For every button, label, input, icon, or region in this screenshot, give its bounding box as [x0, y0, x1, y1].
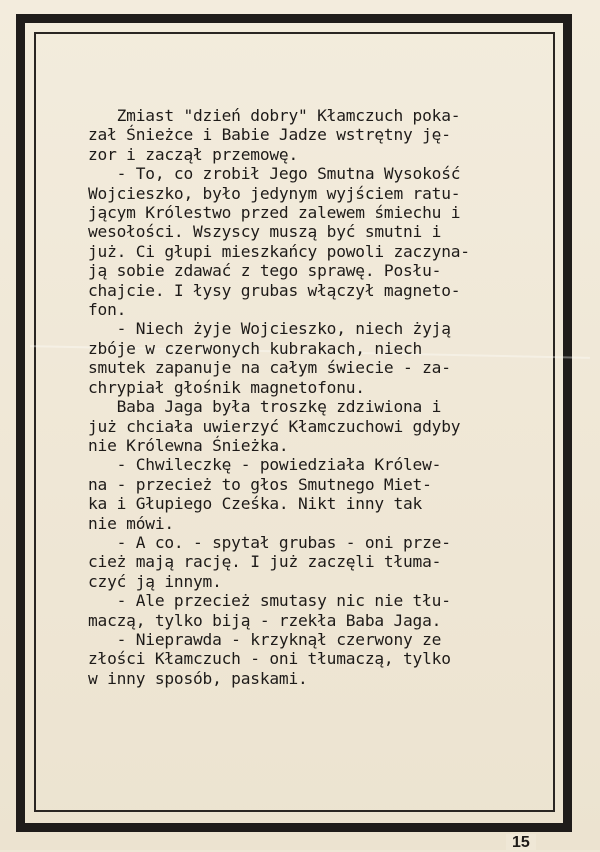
- text-line: maczą, tylko biją - rzekła Baba Jaga.: [88, 610, 442, 630]
- text-line: już chciała uwierzyć Kłamczuchowi gdyby: [88, 416, 461, 436]
- text-line: cież mają rację. I już zaczęli tłuma-: [88, 552, 442, 572]
- text-line: ka i Głupiego Cześka. Nikt inny tak: [88, 494, 423, 514]
- text-line: ją sobie zdawać z tego sprawę. Posłu-: [88, 261, 442, 281]
- text-line: Baba Jaga była troszkę zdziwiona i: [88, 397, 442, 417]
- text-line: w inny sposób, paskami.: [88, 668, 308, 688]
- text-line: - A co. - spytał grubas - oni prze-: [88, 532, 451, 552]
- page-number: 15: [506, 834, 536, 852]
- text-line: nie mówi.: [88, 513, 174, 533]
- text-line: smutek zapanuje na całym świecie - za-: [88, 358, 451, 378]
- text-line: - Nieprawda - krzyknął czerwony ze: [88, 629, 442, 649]
- text-line: - Niech żyje Wojcieszko, niech żyją: [88, 319, 451, 339]
- text-line: - Ale przecież smutasy nic nie tłu-: [88, 591, 451, 611]
- text-line: na - przecież to głos Smutnego Miet-: [88, 474, 432, 494]
- text-line: chajcie. I łysy grubas włączył magneto-: [88, 280, 461, 300]
- story-text: [88, 106, 548, 688]
- text-line: fon.: [88, 300, 127, 320]
- text-line: zor i zaczął przemowę.: [88, 144, 299, 164]
- text-line: zbóje w czerwonych kubrakach, niech: [88, 338, 423, 358]
- text-line: już. Ci głupi mieszkańcy powoli zaczyna-: [88, 241, 470, 261]
- text-line: - Chwileczkę - powiedziała Królew-: [88, 455, 442, 475]
- text-line: czyć ją innym.: [88, 571, 222, 591]
- text-line: wesołości. Wszyscy muszą być smutni i: [88, 222, 442, 242]
- text-line: nie Królewna Śnieżka.: [88, 435, 289, 455]
- text-line: chrypiał głośnik magnetofonu.: [88, 377, 365, 397]
- text-line: zał Śnieżce i Babie Jadze wstrętny ję-: [88, 125, 451, 145]
- text-line: złości Kłamczuch - oni tłumaczą, tylko: [88, 649, 451, 669]
- text-line: - To, co zrobił Jego Smutna Wysokość: [88, 164, 461, 184]
- text-line: jącym Królestwo przed zalewem śmiechu i: [88, 203, 461, 223]
- text-line: Wojcieszko, było jedynym wyjściem ratu-: [88, 183, 461, 203]
- text-line: Zmiast "dzień dobry" Kłamczuch poka-: [88, 106, 461, 125]
